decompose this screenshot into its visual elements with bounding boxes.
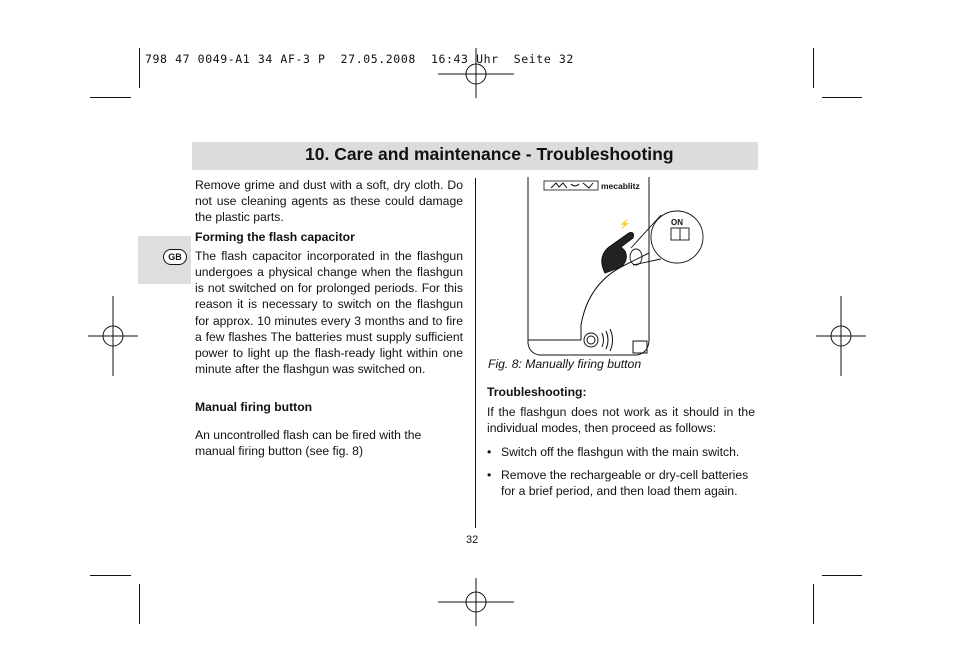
heading-manual-firing: Manual firing button [195, 400, 313, 415]
print-code: 798 47 0049-A1 34 AF-3 P [145, 52, 326, 66]
finger-icon [602, 233, 634, 273]
list-item: • Switch off the flashgun with the main switch. [487, 444, 755, 460]
brand-label: mecablitz [601, 181, 640, 191]
metz-logo [544, 181, 598, 190]
page-number: 32 [466, 534, 479, 546]
troubleshooting-intro: If the flashgun does not work as it should in the individual modes, then proceed as follows: [487, 405, 755, 436]
troubleshooting-list [487, 444, 755, 500]
figure-caption: Fig. 8: Manually firing button [488, 357, 642, 371]
heading-troubleshooting: Troubleshooting: [487, 385, 587, 399]
print-date: 27.05.2008 [340, 52, 416, 66]
right-column [487, 384, 755, 499]
column-divider [475, 178, 476, 528]
care-intro: Remove grime and dust with a soft, dry cloth. Do not use cleaning agents as these could damage the plastic parts. [195, 178, 463, 225]
figure-flashgun-illustration [525, 175, 710, 360]
sensor-icon [584, 329, 613, 351]
switch-on-label: ON [671, 218, 683, 227]
capacitor-text: The flash capacitor incorporated in the flashgun undergoes a physical change when the flashgun is not switched on for prolonged periods. For this reason it is necessary to switch on the flashgun for approx. 10 minutes every 3 months and to fire a few flashes The batteries must supply sufficient power to light up the flash-ready light within one minute after the flashgun was switched on. [195, 248, 463, 377]
lightning-icon: ⚡ [619, 219, 631, 229]
list-item: • Remove the rechargeable or dry-cell batteries for a brief period, and then load them again. [487, 467, 755, 499]
print-time: 16:43 Uhr [430, 52, 499, 66]
left-column [195, 177, 463, 459]
page-title: 10. Care and maintenance - Troubleshooting [305, 144, 674, 164]
print-page-label: Seite 32 [513, 52, 574, 66]
language-badge: GB [163, 249, 187, 265]
manual-firing-text: An uncontrolled flash can be fired with the manual firing button (see fig. 8) [195, 427, 422, 458]
heading-flash-capacitor: Forming the flash capacitor [195, 229, 355, 244]
